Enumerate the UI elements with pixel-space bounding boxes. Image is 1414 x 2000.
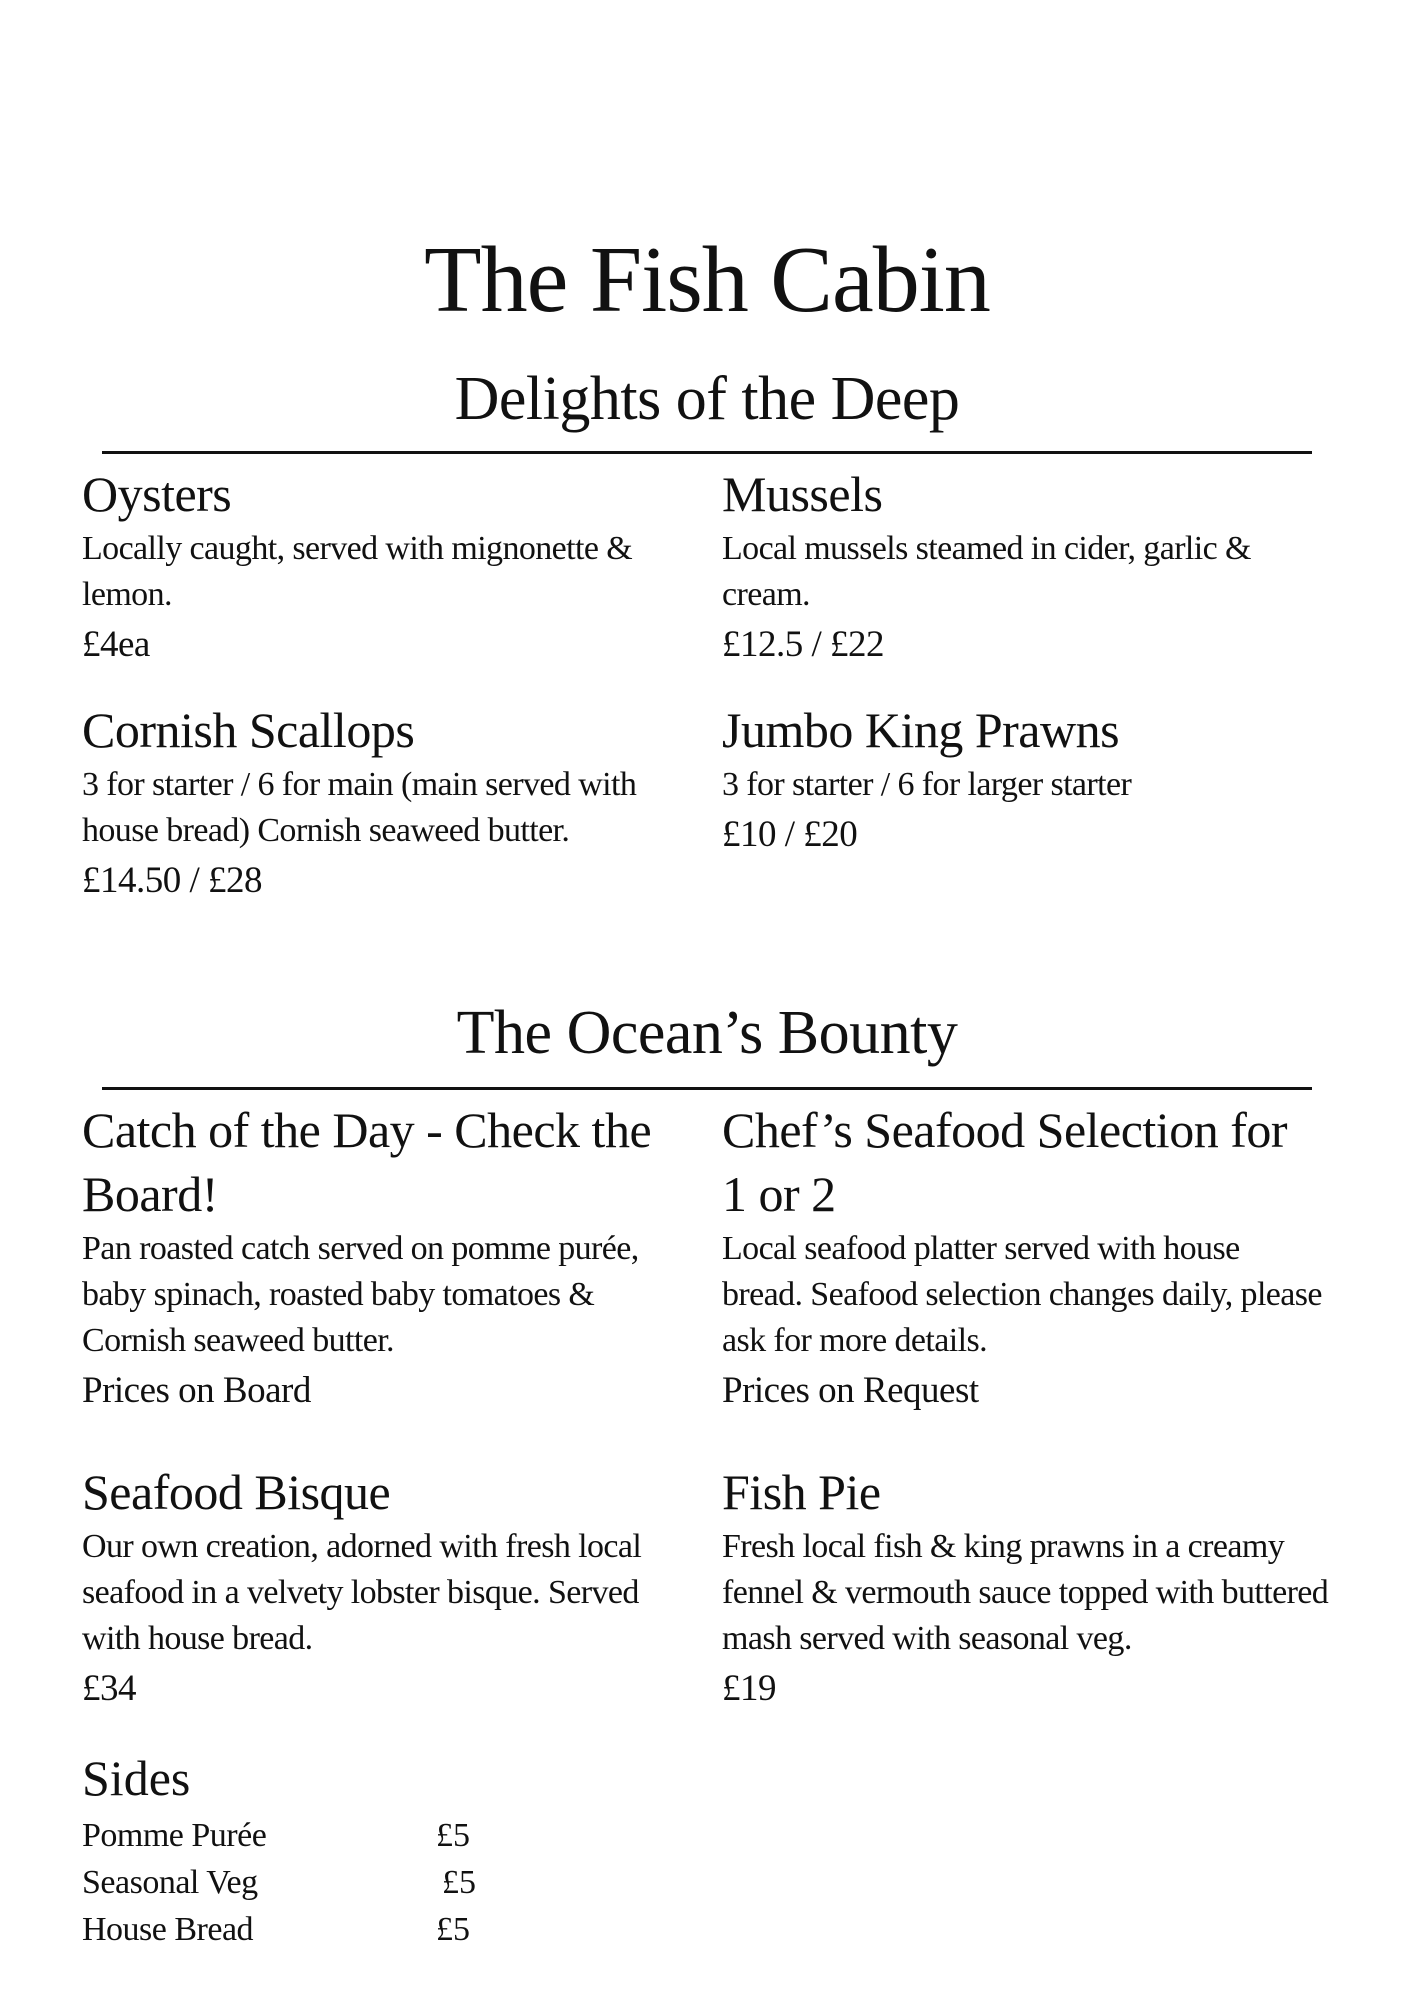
item-description: 3 for starter / 6 for main (main served with house bread) Cornish seaweed butter. — [82, 766, 637, 849]
item-price: £34 — [82, 1668, 136, 1709]
section-title-oceans-bounty: The Ocean’s Bounty — [456, 999, 958, 1067]
side-name: Seasonal Veg — [82, 1864, 258, 1901]
item-name: Cornish Scallops — [82, 702, 415, 758]
side-item-seasonal-veg — [82, 1860, 502, 1906]
side-price: £5 — [436, 1911, 470, 1948]
item-description: Local mussels steamed in cider, garlic & cream. — [722, 530, 1251, 613]
menu-item-oysters — [82, 462, 702, 670]
menu-item-catch-of-the-day — [82, 1098, 702, 1416]
menu-item-seafood-bisque — [82, 1460, 702, 1714]
item-description: Local seafood platter served with house bread. Seafood selection changes daily, please ask for more details. — [722, 1230, 1322, 1359]
side-name: Pomme Purée — [82, 1817, 267, 1854]
item-description: 3 for starter / 6 for larger starter — [722, 766, 1132, 803]
item-description: Our own creation, adorned with fresh local seafood in a velvety lobster bisque. Served with house bread. — [82, 1528, 642, 1657]
side-item-house-bread — [82, 1907, 502, 1953]
item-description: Pan roasted catch served on pomme purée, baby spinach, roasted baby tomatoes & Cornish seaweed butter. — [82, 1230, 639, 1359]
section-title-delights: Delights of the Deep — [454, 365, 960, 433]
item-name: Mussels — [722, 466, 883, 522]
side-price: £5 — [436, 1817, 470, 1854]
item-name: Jumbo King Prawns — [722, 702, 1120, 758]
item-name: Oysters — [82, 466, 232, 522]
menu-item-cornish-scallops — [82, 698, 702, 906]
sides-title: Sides — [82, 1750, 191, 1806]
item-price: Prices on Board — [82, 1370, 311, 1411]
menu-item-chefs-seafood-selection — [722, 1098, 1342, 1416]
section-divider — [102, 1087, 1312, 1090]
item-name: Catch of the Day - Check the Board! — [82, 1102, 652, 1222]
item-price: £19 — [722, 1668, 776, 1709]
item-price: £4ea — [82, 624, 150, 665]
item-price: £10 / £20 — [722, 814, 858, 855]
side-item-pomme-puree — [82, 1813, 502, 1859]
menu-item-mussels — [722, 462, 1342, 670]
section-divider — [102, 451, 1312, 454]
menu-item-jumbo-king-prawns — [722, 698, 1342, 860]
item-description: Fresh local fish & king prawns in a creamy fennel & vermouth sauce topped with buttered mash served with seasonal veg. — [722, 1528, 1329, 1657]
item-description: Locally caught, served with mignonette & lemon. — [82, 530, 633, 613]
item-name: Chef’s Seafood Selection for 1 or 2 — [722, 1102, 1288, 1222]
side-price: £5 — [442, 1864, 476, 1901]
item-name: Seafood Bisque — [82, 1464, 391, 1520]
item-name: Fish Pie — [722, 1464, 881, 1520]
restaurant-title: The Fish Cabin — [424, 228, 990, 332]
item-price: £12.5 / £22 — [722, 624, 885, 665]
item-price: £14.50 / £28 — [82, 860, 263, 901]
side-name: House Bread — [82, 1911, 254, 1948]
item-price: Prices on Request — [722, 1370, 979, 1411]
menu-item-fish-pie — [722, 1460, 1342, 1714]
